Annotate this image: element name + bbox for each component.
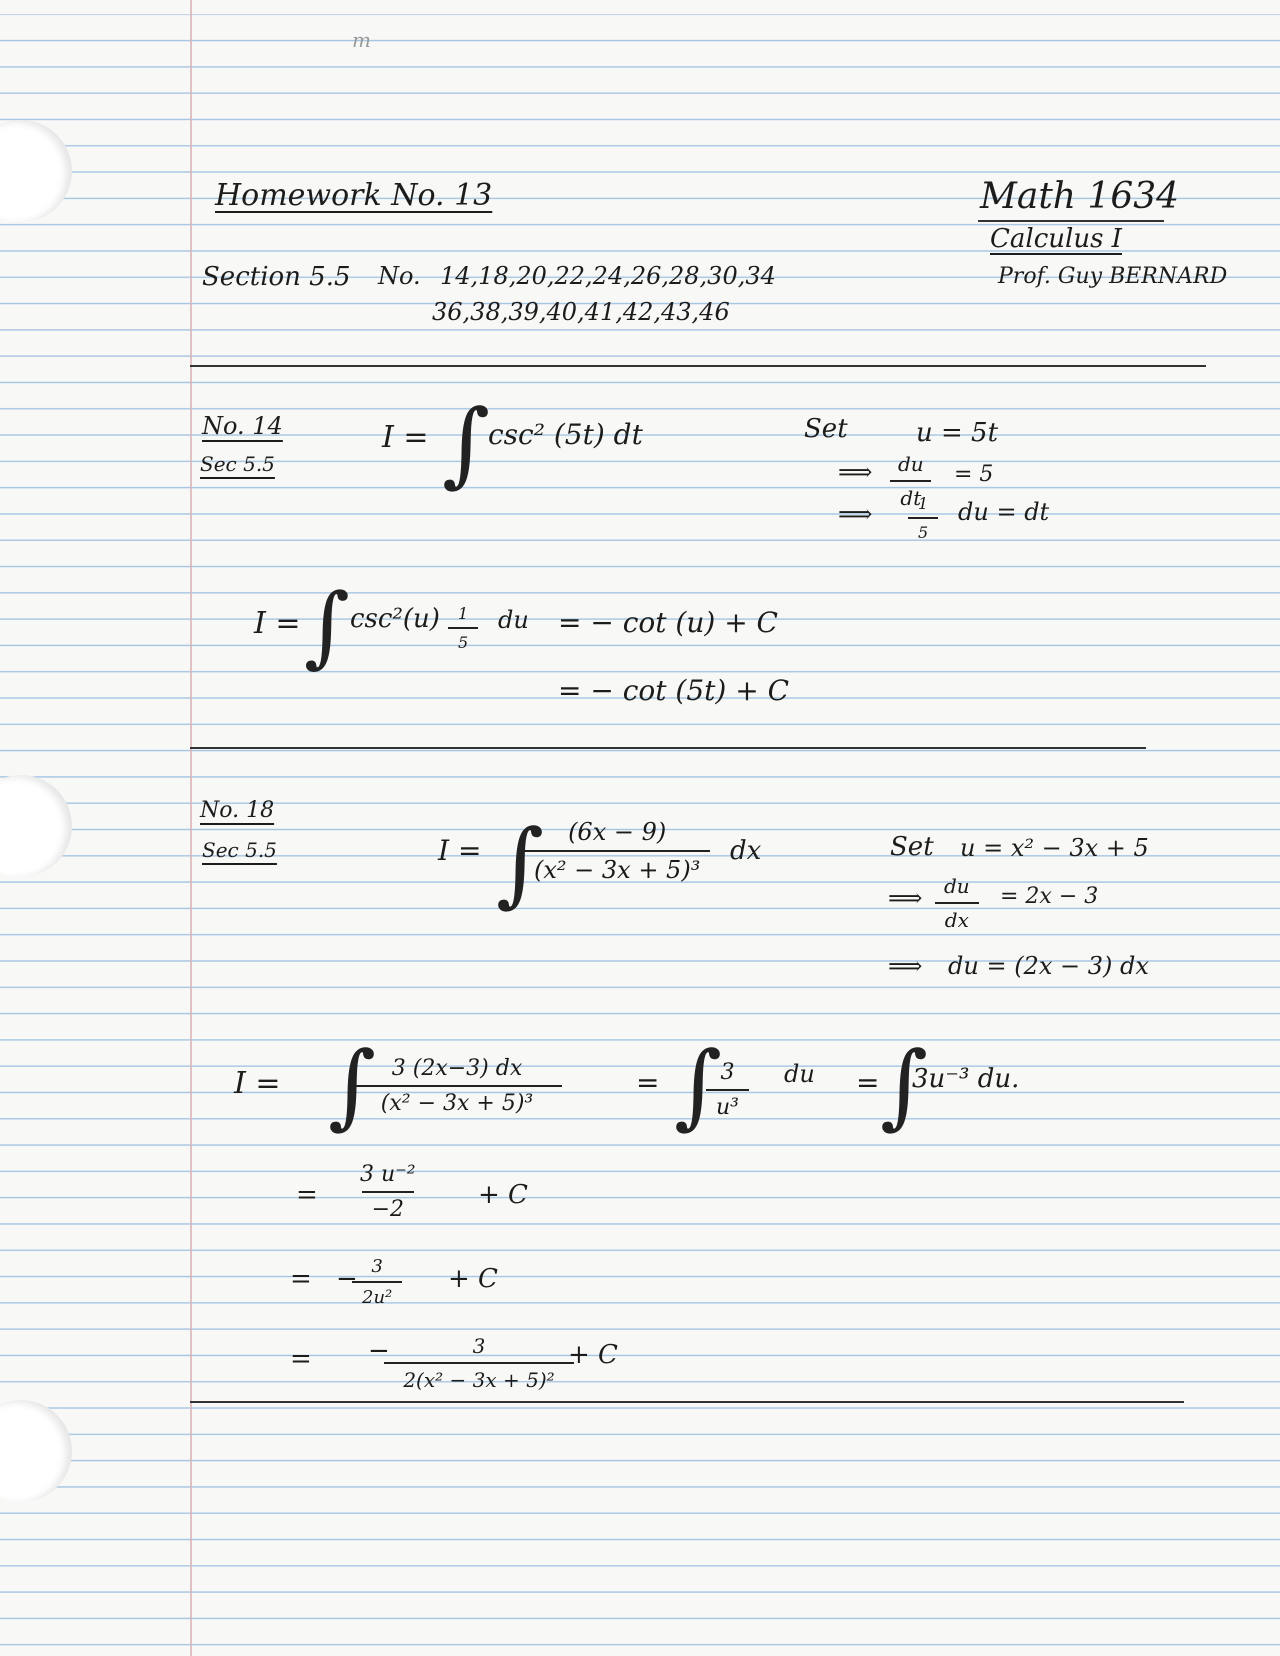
punch-hole-top	[0, 120, 72, 222]
problem14-step1-integrand: csc²(u)	[350, 604, 440, 634]
line2-denominator: −2	[362, 1191, 414, 1222]
problem18-substitution: u = x² − 3x + 5	[960, 834, 1149, 862]
line4-minus: −	[368, 1336, 390, 1366]
integrand-denominator: (x² − 3x + 5)³	[524, 850, 710, 884]
divider-1	[190, 365, 1206, 367]
problem18-integrand-fraction	[524, 818, 710, 884]
problem14-step1-fraction	[448, 604, 478, 652]
step1-denominator: (x² − 3x + 5)³	[352, 1085, 562, 1116]
course-subtitle: Calculus I	[990, 224, 1122, 254]
margin-line	[190, 0, 192, 1656]
problem18-step1-lhs: I =	[234, 1066, 281, 1101]
problem18-line3-fraction	[352, 1256, 402, 1308]
punch-hole-bottom	[0, 1400, 72, 1502]
integrand-numerator: (6x − 9)	[568, 818, 667, 846]
homework-title: Homework No. 13	[215, 178, 493, 213]
course-number: Math 1634	[980, 176, 1180, 217]
problem18-set-label: Set	[890, 832, 934, 862]
problem18-step2-du: du	[784, 1060, 815, 1088]
step2-denominator: u³	[706, 1089, 749, 1120]
line4-denominator: 2(x² − 3x + 5)²	[384, 1362, 574, 1392]
line2-numerator: 3 u⁻²	[360, 1162, 416, 1187]
problem14-du-dt-value: = 5	[954, 462, 994, 487]
line3-minus: −	[336, 1264, 358, 1294]
problem18-integral-lhs: I =	[438, 834, 482, 867]
divider-2	[190, 747, 1146, 749]
problems-label: No.	[378, 262, 421, 290]
dx-denominator: dx	[935, 902, 979, 932]
problem14-step1-result: = − cot (u) + C	[558, 606, 778, 639]
plus-constant: + C	[478, 1180, 528, 1210]
plus-constant: + C	[448, 1264, 498, 1294]
fraction-denominator: 5	[448, 627, 478, 652]
step1-numerator: 3 (2x−3) dx	[391, 1056, 523, 1081]
problem18-label: No. 18	[200, 798, 275, 823]
professor-name: Prof. Guy BERNARD	[998, 264, 1228, 289]
stray-mark: m	[352, 28, 371, 52]
line3-numerator: 3	[371, 1256, 383, 1277]
problem14-integrand: csc² (5t) dt	[488, 418, 643, 451]
integral-sign: ∫	[496, 810, 544, 917]
problem18-line2-fraction	[350, 1162, 426, 1222]
problem18-dx: dx	[730, 836, 762, 866]
dt-denominator: dt	[890, 480, 931, 510]
fraction-numerator: 1	[918, 494, 929, 513]
problem18-line4-fraction	[384, 1334, 574, 1392]
problems-list-line1: 14,18,20,22,24,26,28,30,34	[440, 262, 776, 290]
problem18-step3: 3u⁻³ du.	[912, 1064, 1020, 1094]
course-underline	[978, 220, 1164, 222]
section-label: Section 5.5	[202, 262, 351, 292]
problem18-step1-fraction	[352, 1056, 562, 1116]
fraction-denominator: 5	[908, 517, 938, 542]
step2-numerator: 3	[720, 1060, 735, 1085]
divider-3	[190, 1401, 1184, 1403]
problem14-one-fifth	[908, 494, 938, 542]
punch-hole-middle	[0, 775, 72, 877]
problem18-du-dx-value: = 2x − 3	[1000, 884, 1099, 909]
integral-sign: ∫	[442, 390, 490, 497]
du-numerator: du	[944, 874, 970, 898]
problem14-step1-du: du	[498, 606, 529, 634]
problem14-du-eq-dt: du = dt	[958, 498, 1050, 526]
problem14-label: No. 14	[202, 412, 283, 440]
problem14-integral-lhs: I =	[382, 420, 429, 455]
line4-numerator: 3	[472, 1334, 486, 1358]
equals-sign: =	[856, 1066, 880, 1099]
problem18-step2-fraction	[706, 1060, 749, 1120]
problem14-step2-result: = − cot (5t) + C	[558, 674, 790, 707]
equals-sign: =	[636, 1066, 660, 1099]
plus-constant: + C	[568, 1340, 618, 1370]
equals-sign: =	[290, 1344, 312, 1374]
problems-list-line2: 36,38,39,40,41,42,43,46	[432, 298, 730, 326]
problem14-section: Sec 5.5	[200, 452, 275, 476]
integral-sign: ∫	[304, 574, 350, 677]
equals-sign: =	[296, 1180, 318, 1210]
implies-arrow: ⟹	[888, 884, 923, 912]
line3-denominator: 2u²	[352, 1281, 402, 1308]
fraction-numerator: 1	[458, 604, 469, 623]
implies-arrow: ⟹	[888, 952, 923, 980]
problem14-set-label: Set	[804, 414, 848, 444]
implies-arrow: ⟹	[838, 500, 873, 528]
problem14-substitution: u = 5t	[916, 418, 999, 448]
problem18-section: Sec 5.5	[202, 838, 277, 862]
equals-sign: =	[290, 1264, 312, 1294]
problem18-du-equation: du = (2x − 3) dx	[948, 952, 1149, 980]
integral-sign: ∫	[674, 1032, 722, 1139]
integral-sign: ∫	[328, 1032, 376, 1139]
problem18-du-dx	[934, 874, 980, 932]
problem14-step1-lhs: I =	[254, 606, 301, 641]
integral-sign: ∫	[880, 1032, 928, 1139]
implies-arrow: ⟹	[838, 458, 873, 486]
du-numerator: du	[898, 452, 924, 476]
